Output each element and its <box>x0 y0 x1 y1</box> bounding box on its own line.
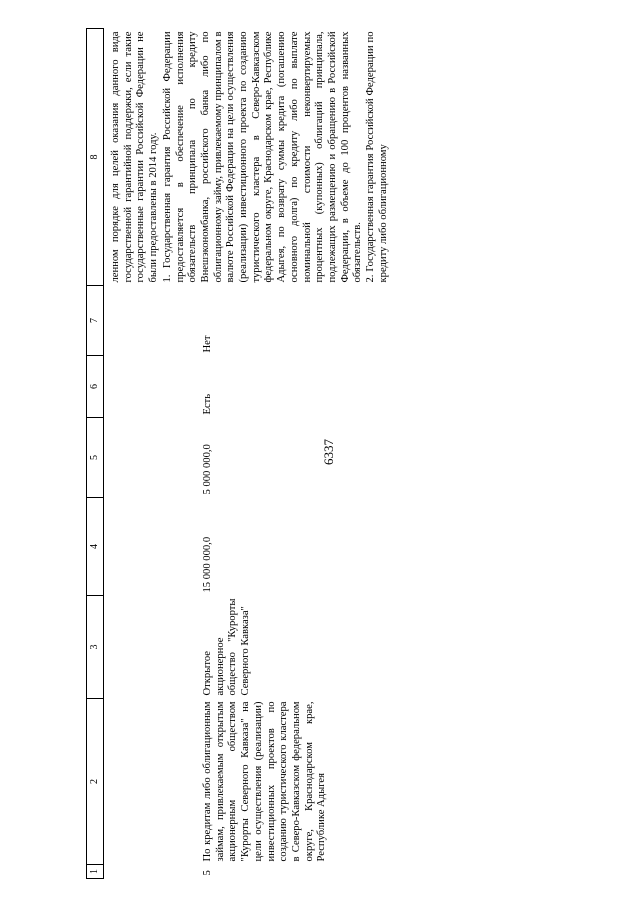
column-header-7: 7 <box>87 286 104 356</box>
column-header-1: 1 <box>87 865 104 879</box>
column-header-8: 8 <box>87 29 104 286</box>
principal-text: Открытое акционерное общество "Курорты Северного Кавказа" <box>202 598 252 696</box>
page-number-text: 6337 <box>321 439 336 465</box>
principal-cell <box>104 596 391 699</box>
collateral-cell <box>104 286 391 356</box>
column-header-4: 4 <box>87 498 104 596</box>
column-header-2: 2 <box>87 699 104 865</box>
rotated-table-container <box>86 29 614 879</box>
regress-text: Есть <box>202 393 213 415</box>
conditions-cell <box>104 29 391 286</box>
table-row <box>104 29 391 879</box>
regress-cell <box>104 356 391 418</box>
column-header-6: 6 <box>87 356 104 418</box>
column-header-row <box>87 29 104 879</box>
column-header-5: 5 <box>87 418 104 498</box>
purpose-cell <box>104 699 391 865</box>
collateral-text: Нет <box>202 335 213 353</box>
total-amount-cell <box>104 498 391 596</box>
condition-paragraph-2: 2. Государственная гарантия Российской Федерации по кредиту либо облигационному <box>365 31 389 283</box>
year-amount-cell <box>104 418 391 498</box>
year-amount-text: 5 000 000,0 <box>202 444 213 495</box>
column-header-3: 3 <box>87 596 104 699</box>
guarantees-table <box>86 28 390 879</box>
continued-text: ленном порядке для целей оказания данного вида государственной гарантийной поддержки, если такие государственные гарантии Российской Федерации не были предоставлены в 2014 году. <box>110 31 160 283</box>
condition-paragraph-1: 1. Государственная гарантия Российской Федерации предоставляется в обеспечение исполнения обязательств принципала по кредиту Внешэкономбанка, российского банка либо по облигационному займу, привлекаемому принципалом в валюте Российской Федерации на цели осуществления (реализации) инвестиционного проекта по созданию туристического кластера в Северо-Кавказском федеральном округе, Краснодарском крае, Республике Адыгея, по возврату суммы кредита (погашению основного долга) по кредиту либо по выплате номинальной стоимости неконвертируемых процентных (купонных) облигаций принципала, подлежащих размещению и обращению в Российской Федерации, в объеме до 100 процентов названных обязательств. <box>161 31 364 283</box>
total-amount-text: 15 000 000,0 <box>202 536 213 593</box>
row-number-text: 5 <box>202 870 213 876</box>
row-number <box>104 865 391 879</box>
purpose-text: По кредитам либо облигационным займам, привлекаемым открытым акционерным обществом "Курорты Северного Кавказа" на цели осуществления (реализации) инвестиционных проектов по созданию туристического кластера в Северо-Кавказском федеральном округе, Краснодарском крае, Республике Адыгея <box>202 701 328 862</box>
